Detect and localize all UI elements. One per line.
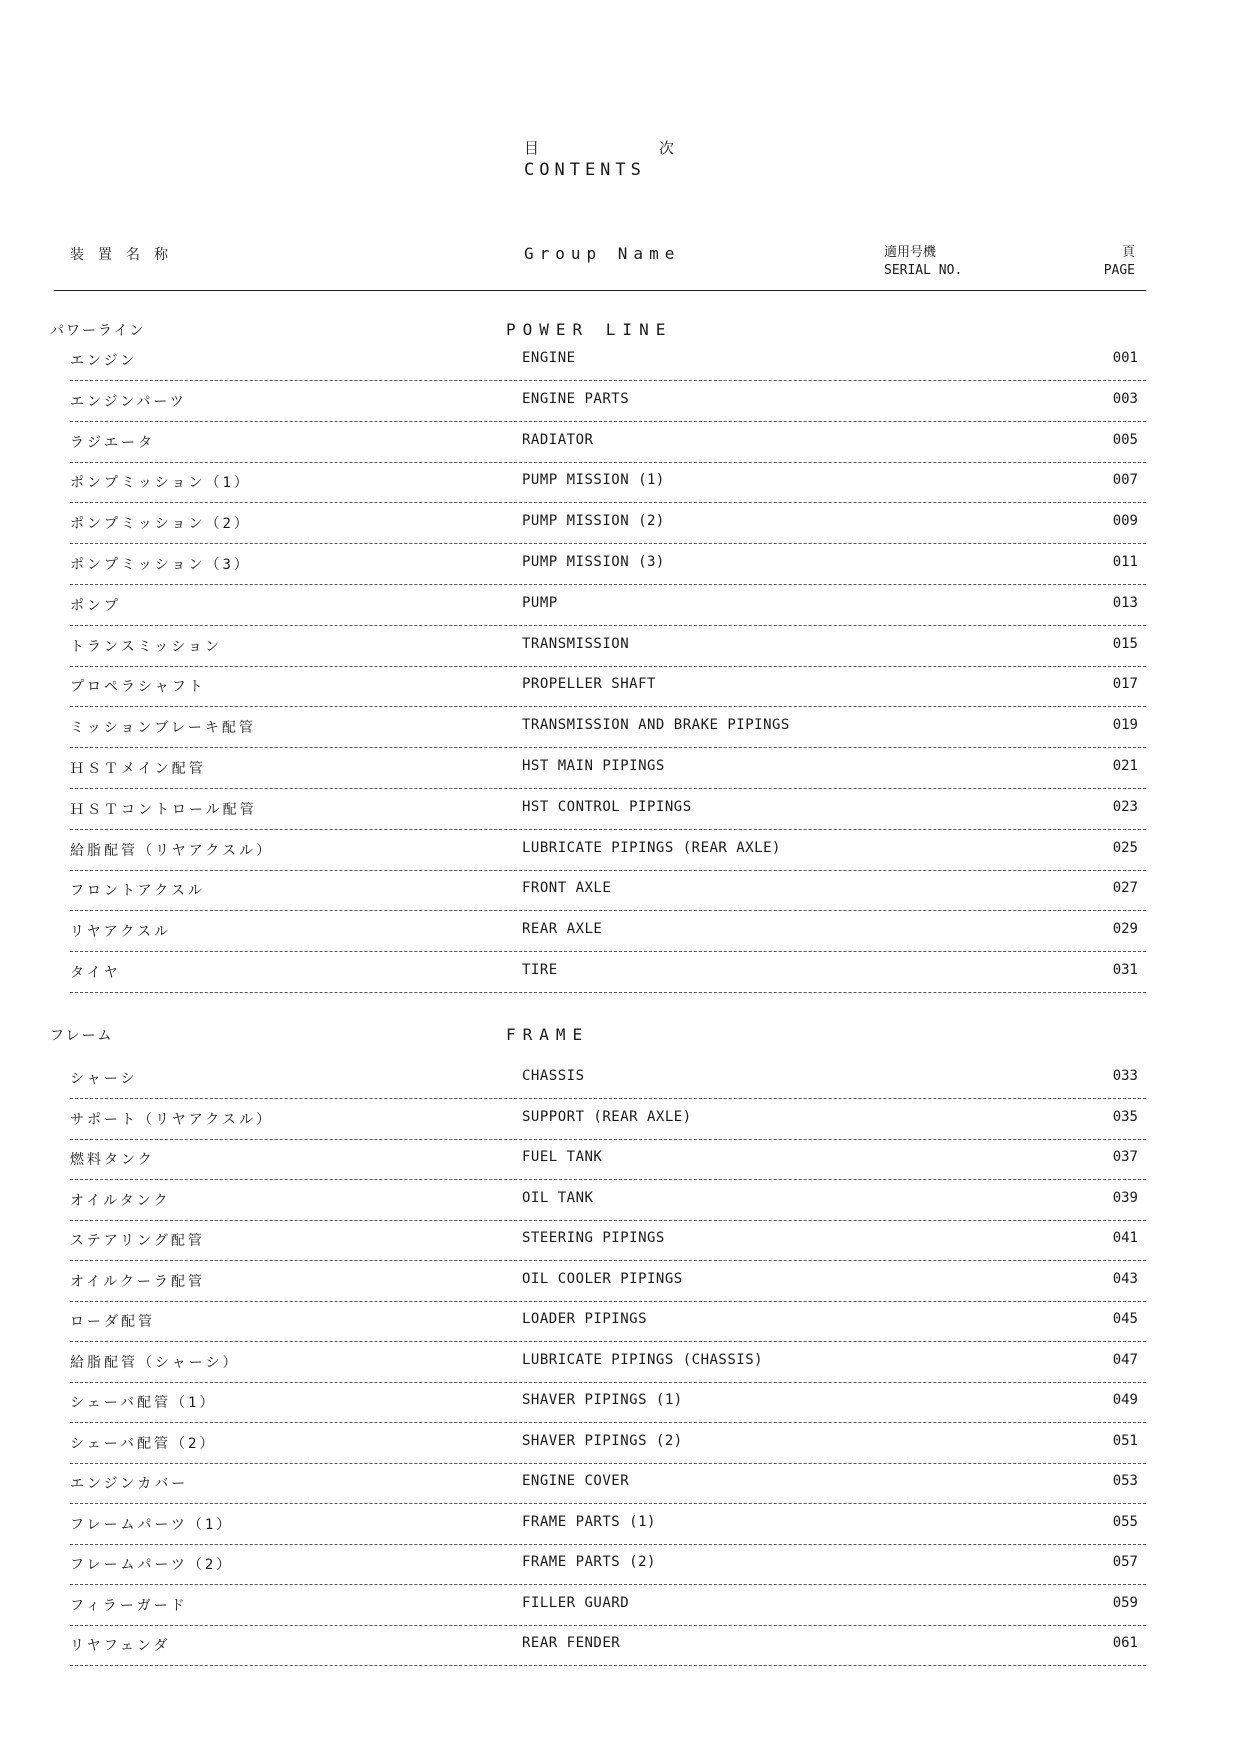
toc-item-page: 061 bbox=[1112, 1635, 1138, 1651]
toc-row bbox=[70, 1261, 1146, 1302]
toc-item-en: LUBRICATE PIPINGS (CHASSIS) bbox=[522, 1351, 764, 1368]
toc-item-page: 041 bbox=[1112, 1230, 1138, 1246]
toc-row bbox=[70, 381, 1146, 422]
toc-row bbox=[70, 503, 1146, 544]
toc-item-en: STEERING PIPINGS bbox=[522, 1230, 665, 1246]
toc-item-jp: リヤアクスル bbox=[70, 924, 172, 941]
toc-item-jp: シェーバ配管（1） bbox=[70, 1395, 217, 1411]
toc-item-jp: フロントアクスル bbox=[70, 883, 206, 900]
section-heading bbox=[0, 320, 1241, 342]
toc-item-en: FUEL TANK bbox=[522, 1149, 603, 1165]
toc-item-page: 015 bbox=[1112, 635, 1138, 652]
toc-item-jp: ラジエータ bbox=[70, 434, 155, 451]
toc-row bbox=[70, 1625, 1146, 1666]
toc-item-jp: プロペラシャフト bbox=[70, 679, 206, 696]
section-title-jp: パワーライン bbox=[50, 323, 146, 339]
toc-row bbox=[70, 789, 1146, 830]
toc-item-page: 039 bbox=[1112, 1189, 1138, 1206]
toc-item-en: HST CONTROL PIPINGS bbox=[522, 798, 692, 815]
toc-item-jp: ＨＳＴメイン配管 bbox=[70, 761, 206, 777]
toc-item-en: PUMP MISSION (2) bbox=[522, 513, 665, 530]
page-header-en: PAGE bbox=[1103, 263, 1135, 278]
section-title-en: POWER LINE bbox=[506, 320, 673, 339]
toc-row bbox=[70, 1342, 1146, 1383]
toc-item-en: RADIATOR bbox=[522, 431, 594, 448]
column-header-group-name: Group Name bbox=[524, 244, 681, 263]
toc-item-jp: 給脂配管（リヤアクスル） bbox=[70, 842, 274, 859]
toc-item-page: 023 bbox=[1112, 798, 1138, 815]
section-title-jp: フレーム bbox=[50, 1028, 114, 1044]
toc-row bbox=[70, 1180, 1146, 1221]
serial-header-jp: 適用号機 bbox=[884, 245, 937, 260]
toc-item-page: 033 bbox=[1112, 1068, 1138, 1084]
toc-row bbox=[70, 1544, 1146, 1585]
toc-item-en: CHASSIS bbox=[522, 1068, 585, 1084]
toc-item-page: 055 bbox=[1112, 1513, 1138, 1530]
toc-item-jp: ＨＳＴコントロール配管 bbox=[70, 801, 257, 818]
toc-row bbox=[70, 1423, 1146, 1464]
toc-item-page: 005 bbox=[1112, 431, 1138, 448]
page-title-jp bbox=[524, 137, 674, 158]
page-title: CONTENTS bbox=[524, 160, 646, 180]
toc-row bbox=[70, 870, 1146, 911]
toc-item-jp: オイルクーラ配管 bbox=[70, 1273, 206, 1290]
toc-item-jp: ポンプ bbox=[70, 597, 121, 614]
serial-header-en: SERIAL NO. bbox=[884, 263, 963, 278]
toc-row bbox=[70, 544, 1146, 585]
toc-item-page: 007 bbox=[1112, 472, 1138, 489]
toc-item-page: 011 bbox=[1112, 554, 1138, 570]
toc-item-en: OIL TANK bbox=[522, 1189, 594, 1206]
toc-row bbox=[70, 340, 1146, 381]
toc-item-en: PROPELLER SHAFT bbox=[522, 676, 656, 693]
toc-item-page: 035 bbox=[1112, 1108, 1138, 1125]
toc-item-en: LUBRICATE PIPINGS (REAR AXLE) bbox=[522, 839, 781, 856]
toc-item-page: 021 bbox=[1112, 758, 1138, 774]
toc-row bbox=[70, 911, 1146, 952]
toc-item-en: SHAVER PIPINGS (2) bbox=[522, 1432, 683, 1449]
toc-row bbox=[70, 707, 1146, 748]
toc-item-en: PUMP MISSION (3) bbox=[522, 554, 665, 570]
toc-item-jp: トランスミッション bbox=[70, 638, 223, 655]
toc-item-en: ENGINE COVER bbox=[522, 1473, 630, 1489]
toc-item-jp: ポンプミッション（1） bbox=[70, 475, 251, 492]
toc-item-jp: サポート（リヤアクスル） bbox=[70, 1111, 274, 1128]
title-jp-right: 次 bbox=[658, 139, 674, 157]
column-header-page bbox=[1080, 244, 1135, 280]
toc-item-page: 025 bbox=[1112, 839, 1138, 856]
toc-row bbox=[70, 1058, 1146, 1099]
column-header-serial bbox=[884, 244, 962, 280]
toc-item-page: 059 bbox=[1112, 1594, 1138, 1611]
toc-item-page: 043 bbox=[1112, 1270, 1138, 1287]
toc-item-jp: フィラーガード bbox=[70, 1597, 188, 1614]
column-header-jp-name: 装置名称 bbox=[70, 247, 182, 263]
toc-item-jp: リヤフェンダ bbox=[70, 1638, 171, 1654]
toc-row bbox=[70, 748, 1146, 789]
toc-row bbox=[70, 952, 1146, 993]
toc-item-en: FRONT AXLE bbox=[522, 880, 612, 897]
toc-row bbox=[70, 1301, 1146, 1342]
toc-item-jp: 燃料タンク bbox=[70, 1152, 155, 1168]
toc-row bbox=[70, 1139, 1146, 1180]
toc-item-page: 009 bbox=[1112, 513, 1138, 530]
toc-item-jp: エンジン bbox=[70, 353, 138, 369]
toc-item-en: LOADER PIPINGS bbox=[522, 1311, 648, 1327]
toc-item-page: 053 bbox=[1112, 1473, 1138, 1489]
toc-item-jp: ローダ配管 bbox=[70, 1314, 155, 1330]
toc-row bbox=[70, 1382, 1146, 1423]
toc-item-en: ENGINE PARTS bbox=[522, 390, 630, 407]
toc-row bbox=[70, 1585, 1146, 1626]
toc-item-en: SHAVER PIPINGS (1) bbox=[522, 1392, 683, 1408]
toc-item-jp: 給脂配管（シャーシ） bbox=[70, 1354, 240, 1371]
toc-item-jp: タイヤ bbox=[70, 965, 121, 981]
title-jp-left: 目 bbox=[524, 139, 540, 157]
toc-item-jp: ポンプミッション（3） bbox=[70, 557, 251, 573]
toc-item-page: 057 bbox=[1112, 1554, 1138, 1570]
toc-item-page: 045 bbox=[1112, 1311, 1138, 1327]
toc-item-page: 031 bbox=[1112, 962, 1138, 978]
toc-item-jp: ステアリング配管 bbox=[70, 1233, 205, 1249]
toc-row bbox=[70, 1504, 1146, 1545]
toc-item-en: TRANSMISSION bbox=[522, 635, 630, 652]
toc-item-page: 019 bbox=[1112, 717, 1138, 734]
toc-item-page: 017 bbox=[1112, 676, 1138, 693]
toc-row bbox=[70, 1463, 1146, 1504]
toc-item-en: TRANSMISSION AND BRAKE PIPINGS bbox=[522, 717, 790, 734]
toc-item-page: 013 bbox=[1112, 594, 1138, 611]
toc-item-en: REAR FENDER bbox=[522, 1635, 621, 1651]
toc-item-page: 051 bbox=[1112, 1432, 1138, 1449]
toc-item-en: REAR AXLE bbox=[522, 921, 603, 938]
toc-row bbox=[70, 462, 1146, 503]
toc-item-jp: フレームパーツ（1） bbox=[70, 1516, 234, 1533]
toc-item-en: FILLER GUARD bbox=[522, 1594, 630, 1611]
toc-item-en: FRAME PARTS (2) bbox=[522, 1554, 656, 1570]
toc-row bbox=[70, 830, 1146, 871]
toc-row bbox=[70, 585, 1146, 626]
toc-item-en: FRAME PARTS (1) bbox=[522, 1513, 656, 1530]
toc-item-en: TIRE bbox=[522, 962, 558, 978]
toc-item-en: SUPPORT (REAR AXLE) bbox=[522, 1108, 692, 1125]
toc-item-page: 003 bbox=[1112, 390, 1138, 407]
toc-item-page: 037 bbox=[1112, 1149, 1138, 1165]
toc-item-en: PUMP bbox=[522, 594, 558, 611]
toc-item-jp: ポンプミッション（2） bbox=[70, 516, 251, 533]
header-divider bbox=[54, 290, 1146, 291]
toc-item-en: ENGINE bbox=[522, 350, 576, 366]
toc-item-jp: オイルタンク bbox=[70, 1192, 171, 1209]
toc-item-page: 029 bbox=[1112, 921, 1138, 938]
toc-item-en: HST MAIN PIPINGS bbox=[522, 758, 665, 774]
toc-item-en: OIL COOLER PIPINGS bbox=[522, 1270, 683, 1287]
toc-row bbox=[70, 666, 1146, 707]
section-title-en: FRAME bbox=[506, 1025, 590, 1044]
section-heading bbox=[0, 1025, 1241, 1047]
toc-row bbox=[70, 1099, 1146, 1140]
toc-item-jp: エンジンパーツ bbox=[70, 393, 187, 410]
toc-row bbox=[70, 422, 1146, 463]
toc-item-jp: エンジンカバー bbox=[70, 1476, 189, 1492]
toc-item-page: 049 bbox=[1112, 1392, 1138, 1408]
toc-item-page: 001 bbox=[1112, 350, 1138, 366]
toc-item-jp: シェーバ配管（2） bbox=[70, 1435, 217, 1452]
toc-item-jp: フレームパーツ（2） bbox=[70, 1557, 234, 1573]
toc-item-jp: ミッションブレーキ配管 bbox=[70, 720, 256, 737]
toc-item-page: 047 bbox=[1112, 1351, 1138, 1368]
toc-row bbox=[70, 1220, 1146, 1261]
toc-item-en: PUMP MISSION (1) bbox=[522, 472, 665, 489]
toc-row bbox=[70, 626, 1146, 667]
toc-item-jp: シャーシ bbox=[70, 1071, 138, 1087]
page-header-jp: 頁 bbox=[1121, 245, 1135, 260]
toc-item-page: 027 bbox=[1112, 880, 1138, 897]
